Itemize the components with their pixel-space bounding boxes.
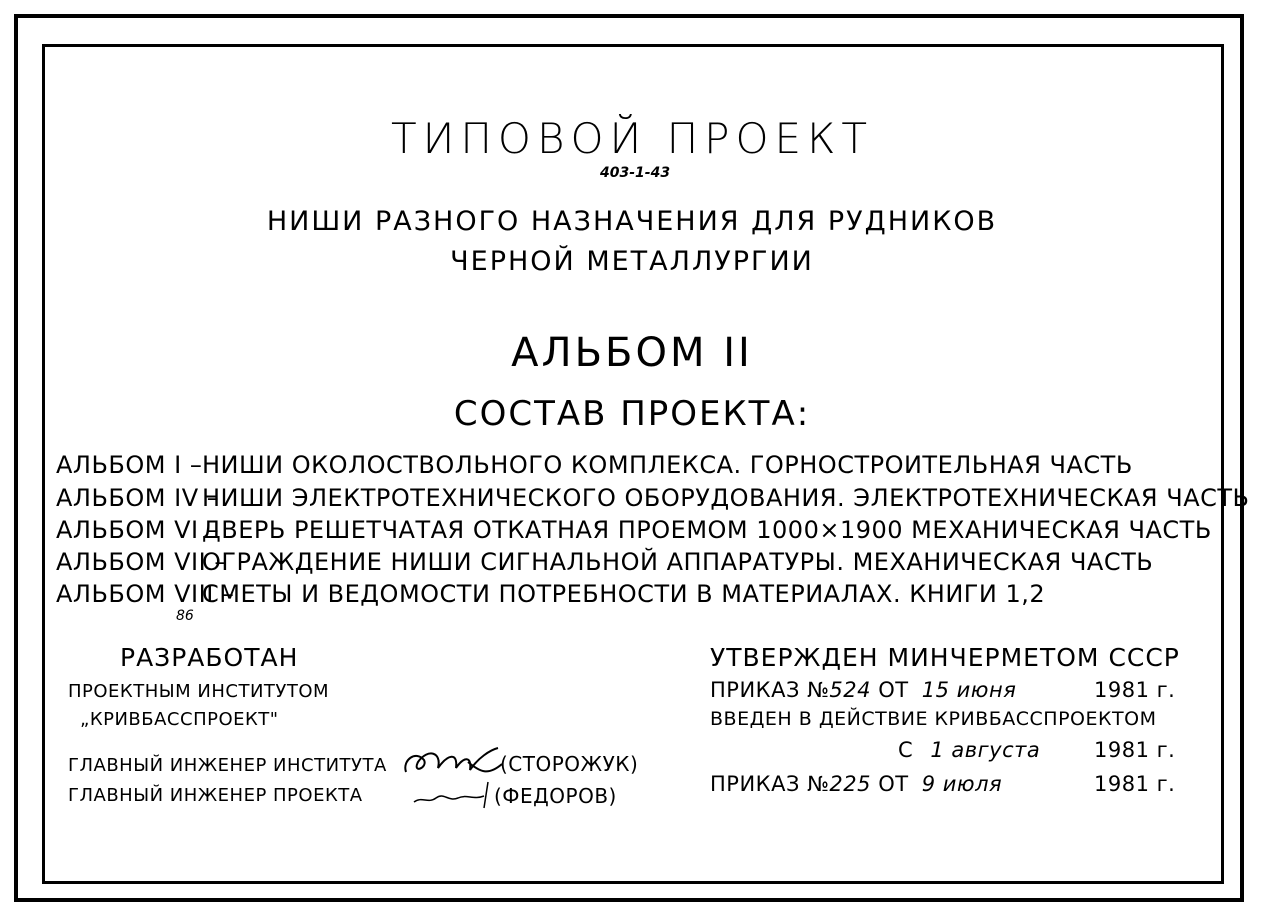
composition-item [56, 453, 1133, 477]
album-label: АЛЬБОМ I – [56, 451, 203, 479]
album-number: АЛЬБОМ II [511, 330, 753, 376]
chief-engineer-project-label: ГЛАВНЫЙ ИНЖЕНЕР ПРОЕКТА [68, 785, 363, 806]
chief-engineer-project-name: (ФЕДОРОВ) [494, 784, 617, 808]
composition-item [56, 550, 1153, 574]
album-description: НИШИ ЭЛЕКТРОТЕХНИЧЕСКОГО ОБОРУДОВАНИЯ. ЭЛЕКТРОТЕХНИЧЕСКАЯ ЧАСТЬ [202, 484, 1250, 512]
subtitle-line-1: НИШИ РАЗНОГО НАЗНАЧЕНИЯ ДЛЯ РУДНИКОВ [266, 206, 998, 237]
composition-item [56, 486, 1250, 510]
order-1: ПРИКАЗ №524 ОТ 15 июня 1981 г. [710, 678, 1176, 702]
album-description: НИШИ ОКОЛОСТВОЛЬНОГО КОМПЛЕКСА. ГОРНОСТРОИТЕЛЬНАЯ ЧАСТЬ [202, 451, 1133, 479]
chief-engineer-institute-name: (СТОРОЖУК) [500, 752, 639, 776]
document-title: ТИПОВОЙ ПРОЕКТ [390, 114, 874, 163]
composition-item [56, 582, 1045, 606]
album-label: АЛЬБОМ VIII – [56, 580, 235, 608]
order-2: ПРИКАЗ №225 ОТ 9 июля 1981 г. [710, 772, 1176, 796]
album-label: АЛЬБОМ VII – [56, 548, 227, 576]
signature-project [408, 778, 498, 812]
developer-line-2: „КРИВБАССПРОЕКТ" [80, 709, 279, 730]
project-code: 403-1-43 [600, 165, 671, 181]
composition-item [56, 518, 1212, 542]
approved-by: УТВЕРЖДЕН МИНЧЕРМЕТОМ СССР [710, 643, 1180, 672]
album-label: АЛЬБОМ IV – [56, 484, 220, 512]
album-description: СМЕТЫ И ВЕДОМОСТИ ПОТРЕБНОСТИ В МАТЕРИАЛАХ. КНИГИ 1,2 [202, 580, 1046, 608]
album-description: ОГРАЖДЕНИЕ НИШИ СИГНАЛЬНОЙ АППАРАТУРЫ. МЕХАНИЧЕСКАЯ ЧАСТЬ [202, 548, 1154, 576]
developer-title: РАЗРАБОТАН [120, 643, 299, 672]
developer-line-1: ПРОЕКТНЫМ ИНСТИТУТОМ [68, 681, 330, 702]
enacted-line: ВВЕДЕН В ДЕЙСТВИЕ КРИВБАССПРОЕКТОМ [710, 708, 1157, 730]
album-note: 86 [176, 608, 194, 624]
album-description: ДВЕРЬ РЕШЕТЧАТАЯ ОТКАТНАЯ ПРОЕМОМ 1000×1900 МЕХАНИЧЕСКАЯ ЧАСТЬ [202, 516, 1212, 544]
composition-title: СОСТАВ ПРОЕКТА: [453, 394, 811, 434]
chief-engineer-institute-label: ГЛАВНЫЙ ИНЖЕНЕР ИНСТИТУТА [68, 755, 387, 776]
enacted-date: С 1 августа 1981 г. [898, 738, 1176, 762]
subtitle-line-2: ЧЕРНОЙ МЕТАЛЛУРГИИ [450, 246, 814, 277]
album-label: АЛЬБОМ VI – [56, 516, 220, 544]
